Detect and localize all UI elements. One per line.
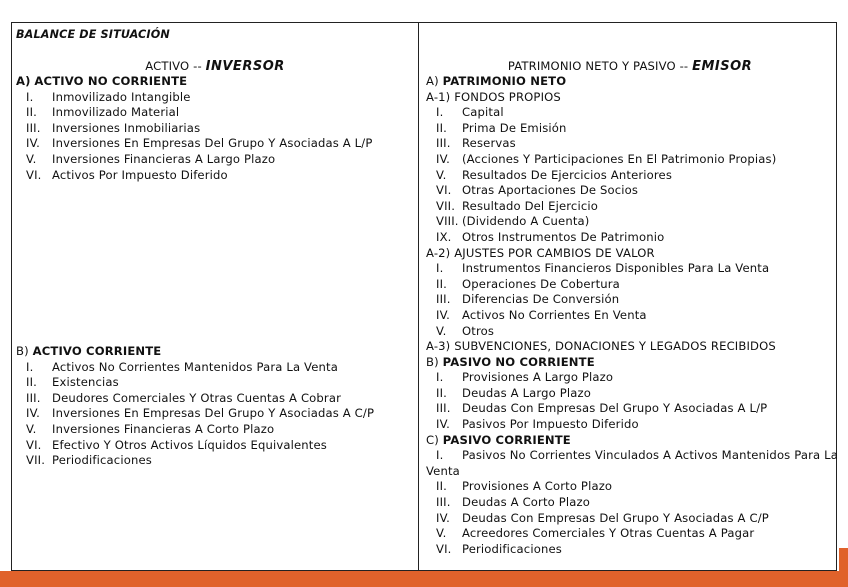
item-text: Inversiones En Empresas Del Grupo Y Asociadas A L/P [52,136,373,151]
section-header: B) ACTIVO CORRIENTE [16,344,162,358]
section-letter: B) [426,354,439,369]
subsection-header: A-2) AJUSTES POR CAMBIOS DE VALOR [426,245,655,260]
list-item [426,230,834,246]
item-text: Otros [462,323,495,338]
item-number: I. [26,359,34,374]
list-item [426,292,834,308]
item-number: V. [26,421,37,436]
item-text: Prima De Emisión [462,120,567,135]
list-item [16,105,414,121]
item-number: II. [436,120,447,135]
section-header [426,74,834,90]
item-text: Provisiones A Largo Plazo [462,370,614,385]
item-text: Capital [462,105,504,120]
item-number: I. [436,105,444,120]
list-item [16,168,414,184]
list-item [426,542,834,558]
item-text: Deudas A Corto Plazo [462,495,590,510]
item-text: Operaciones De Cobertura [462,276,620,291]
item-text: Inversiones En Empresas Del Grupo Y Asociadas A C/P [52,406,375,421]
list-item [16,90,414,106]
list-item [426,479,834,495]
item-text: Inmovilizado Material [52,105,180,120]
item-number: IV. [26,406,40,421]
activo-heading [16,59,414,75]
slide-accent-corner [839,548,848,571]
item-number: III. [436,401,451,416]
list-item [426,308,834,324]
list-item [16,152,414,168]
item-text: Acreedores Comerciales Y Otras Cuentas A Pagar [462,526,755,541]
item-number: VIII. [436,214,459,229]
column-divider [418,23,419,570]
item-text: Existencias [52,375,119,390]
item-number: IV. [436,307,450,322]
activo-column [16,23,414,570]
section-label: PATRIMONIO NETO [442,74,567,88]
item-number: III. [436,136,451,151]
list-item [426,136,834,152]
item-number: V. [436,526,447,541]
pasivo-heading-role: EMISOR [692,59,753,74]
ajustes-list [426,261,834,339]
activo-heading-role: INVERSOR [205,59,285,74]
list-item [426,526,834,542]
item-text: Resultados De Ejercicios Anteriores [462,167,673,182]
item-text: Efectivo Y Otros Activos Líquidos Equivalentes [52,437,327,452]
item-text: Activos Por Impuesto Diferido [52,167,228,182]
item-number: III. [436,292,451,307]
item-text: Periodificaciones [52,453,152,468]
section-letter: B [16,344,25,358]
item-number: IV. [26,136,40,151]
item-text-continuation: Venta [426,463,460,478]
item-text: Reservas [462,136,516,151]
item-number: II. [436,385,447,400]
item-text: Provisiones A Corto Plazo [462,479,613,494]
item-text: Activos No Corrientes Mantenidos Para La Venta [52,359,338,374]
list-item [16,391,414,407]
subsection-header: A-1) FONDOS PROPIOS [426,89,561,104]
activo-heading-prefix: ACTIVO -- [145,59,206,73]
item-text: Instrumentos Financieros Disponibles Para La Venta [462,261,770,276]
pasivo-heading [426,59,834,75]
slide-top-area [0,0,848,22]
item-number: VI. [436,541,452,556]
item-number: VI. [436,183,452,198]
section-label: ACTIVO CORRIENTE [32,344,162,358]
table-title: BALANCE DE SITUACIÓN [16,28,170,41]
item-number: VI. [26,437,42,452]
pasivo-corriente-list [426,479,834,557]
item-text: Periodificaciones [462,541,562,556]
item-text: Otros Instrumentos De Patrimonio [462,229,665,244]
list-item [426,183,834,199]
item-number: I. [436,370,444,385]
list-item [16,453,414,469]
list-item [426,214,834,230]
section-header [426,433,834,449]
section-label: ACTIVO NO CORRIENTE [34,74,188,88]
item-text: Activos No Corrientes En Venta [462,307,647,322]
item-text: Resultado Del Ejercicio [462,198,598,213]
item-number: II. [436,479,447,494]
item-number: V. [436,323,447,338]
item-text: Inversiones Financieras A Largo Plazo [52,151,276,166]
list-item [426,152,834,168]
item-number: VI. [26,167,42,182]
list-item [16,121,414,137]
list-item [426,261,834,277]
item-number: V. [26,151,37,166]
activo-corriente-section [16,344,414,469]
item-text: Deudas Con Empresas Del Grupo Y Asociadas A L/P [462,401,768,416]
list-item [16,422,414,438]
item-number: IX. [436,229,452,244]
item-number: IV. [436,417,450,432]
activo-no-corriente-section [16,74,414,183]
item-text: Deudas A Largo Plazo [462,385,591,400]
pasivo-column [426,23,838,570]
balance-table [11,22,837,571]
activo-no-corriente-list [16,90,414,184]
list-item [16,438,414,454]
item-text: (Dividendo A Cuenta) [462,214,590,229]
section-label: PASIVO NO CORRIENTE [442,354,595,369]
list-item [16,375,414,391]
item-number: II. [26,105,37,120]
item-text: Inversiones Inmobiliarias [52,120,201,135]
section-letter: C) [426,432,439,447]
subsection-header: A-3) SUBVENCIONES, DONACIONES Y LEGADOS RECIBIDOS [426,339,776,354]
item-number: I. [436,261,444,276]
activo-corriente-list [16,360,414,469]
list-item [426,277,834,293]
item-number: II. [26,375,37,390]
item-number: V. [436,167,447,182]
item-text: Pasivos No Corrientes Vinculados A Activos Mantenidos Para La [462,448,838,463]
list-item [16,360,414,376]
section-letter: A [16,74,26,88]
item-number: VII. [436,198,456,213]
item-number: IV. [436,510,450,525]
item-number: III. [436,495,451,510]
list-item [426,401,834,417]
item-number: III. [26,120,41,135]
item-text: Inversiones Financieras A Corto Plazo [52,421,275,436]
list-item [426,168,834,184]
list-item [426,417,834,433]
item-number: I. [436,448,444,463]
list-item [426,386,834,402]
list-item [426,324,834,340]
pasivo-heading-prefix: PATRIMONIO NETO Y PASIVO -- [507,59,693,73]
item-number: I. [26,89,34,104]
list-item [426,105,834,121]
list-item [426,370,834,386]
item-number: II. [436,276,447,291]
section-letter: A) [426,74,439,88]
slide-accent-bar [0,571,848,587]
list-item [16,406,414,422]
list-item [16,136,414,152]
pasivo-no-corriente-list [426,370,834,432]
item-text: Otras Aportaciones De Socios [462,183,639,198]
list-item [426,511,834,527]
item-text: (Acciones Y Participaciones En El Patrimonio Propias) [462,151,777,166]
section-header [426,355,834,371]
item-number: VII. [26,453,46,468]
item-number: IV. [436,151,450,166]
item-text: Deudas Con Empresas Del Grupo Y Asociadas A C/P [462,510,769,525]
item-text: Diferencias De Conversión [462,292,620,307]
list-item [426,121,834,137]
list-item [426,495,834,511]
list-item [426,199,834,215]
item-text: Inmovilizado Intangible [52,89,191,104]
item-text: Pasivos Por Impuesto Diferido [462,417,639,432]
item-text: Deudores Comerciales Y Otras Cuentas A Cobrar [52,390,342,405]
pasivo-sections [426,74,838,557]
fondos-propios-list [426,105,834,245]
item-number: III. [26,390,41,405]
section-label: PASIVO CORRIENTE [442,432,571,447]
section-header: A) ACTIVO NO CORRIENTE [16,74,188,88]
list-item [426,448,838,464]
